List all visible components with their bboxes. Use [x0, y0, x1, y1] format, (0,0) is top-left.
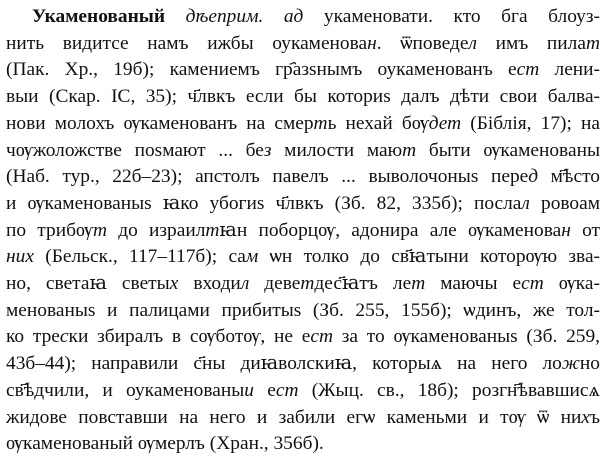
- text-run: ꙗн поборцѹ, адонира але ѹкаменова: [219, 219, 562, 241]
- italic-text: дет: [428, 112, 462, 134]
- italic-text: л: [521, 192, 530, 214]
- text-run: ванъ е: [454, 59, 517, 81]
- italic-text: т: [402, 139, 417, 161]
- text-run: маючы е: [425, 273, 522, 295]
- italic-text: ст: [516, 59, 540, 81]
- text-run: жидове повставши на него и забили егѡ каменьми и тѹ ѿ ни: [6, 406, 582, 428]
- text-run: (Біблія, 17); на: [461, 112, 600, 134]
- italic-text: ж: [561, 353, 580, 375]
- entry-text: [6, 4, 600, 458]
- superscript-letter: ѕ: [383, 86, 391, 108]
- superscript-letter: ѕ: [144, 192, 152, 214]
- entry-line: [6, 298, 600, 325]
- italic-text: т: [300, 273, 315, 295]
- text-run: выи (Скар. ІС, 35); ч҃лвкъ если бы котори: [6, 86, 384, 108]
- text-run: но: [579, 353, 600, 375]
- entry-line: [6, 405, 600, 432]
- italic-text: ст: [521, 273, 544, 295]
- text-run: ѹка-: [543, 273, 600, 295]
- entry-first-line: [6, 4, 600, 31]
- text-run: е: [254, 379, 276, 401]
- italic-text: м: [245, 246, 259, 268]
- text-run: чѹжоложстве по: [6, 139, 155, 161]
- italic-text: н: [561, 219, 571, 241]
- text-run: (Бельск., 117–117б); са: [33, 246, 246, 268]
- entry-line: [6, 244, 600, 271]
- entry-line: [6, 271, 600, 298]
- superscript-letter: ѕ: [510, 326, 518, 348]
- entry-line: [6, 191, 600, 218]
- italic-text: с: [59, 326, 69, 348]
- text-run: по трибѹ: [6, 219, 93, 241]
- italic-text: л: [240, 273, 250, 295]
- text-run: имъ пила: [476, 32, 586, 54]
- text-run: . ѿповеде: [376, 32, 469, 54]
- text-run: и ѹкаменованы: [6, 192, 145, 214]
- text-run: нови молохъ ѹкаменованъ на смер: [6, 112, 314, 134]
- italic-text: т: [313, 112, 328, 134]
- text-run: ровоам: [529, 192, 600, 214]
- superscript-letter: ѕ: [154, 139, 163, 161]
- text-run: [165, 6, 186, 27]
- superscript-letter: ѕ: [87, 299, 96, 321]
- text-run: до израил: [107, 219, 206, 241]
- text-run: (Зб. 259,: [517, 326, 600, 348]
- text-run: далъ дѣти свои балва-: [390, 86, 600, 108]
- entry-line: [6, 378, 600, 405]
- text-run: ъ: [589, 406, 600, 428]
- entry-line: [6, 351, 600, 378]
- superscript-letter: ѕ: [470, 166, 479, 188]
- entry-line: [6, 31, 600, 58]
- superscript-letter: ѕ: [293, 299, 302, 321]
- entry-line: [6, 57, 600, 84]
- entry-line: [6, 431, 600, 458]
- text-run: ко тре: [6, 326, 60, 348]
- headword: Укаменованый: [32, 6, 166, 27]
- text-run: мают ... бе: [162, 139, 264, 161]
- text-run: деве: [249, 273, 301, 295]
- text-run: лени-: [539, 59, 600, 81]
- italic-text: т: [411, 273, 426, 295]
- text-run: ꙗко убоги: [151, 192, 257, 214]
- text-run: ч҃лвкъ (Зб. 82, 335б); посла: [264, 192, 522, 214]
- entry-line: [6, 111, 600, 138]
- text-run: (Наб. тур., 22б–23); апстолъ павелъ ... выволочоны: [6, 166, 471, 188]
- entry-line: [6, 164, 600, 191]
- italic-text: ст: [275, 379, 299, 401]
- superscript-letter: ѕ: [256, 192, 265, 214]
- italic-text: н: [367, 32, 377, 54]
- text-run: (Жыц. св., 18б); розгн҃ѣвавшисѧ: [298, 379, 600, 401]
- italic-text: з: [263, 139, 272, 161]
- entry-line: [6, 218, 600, 245]
- italic-text: д: [528, 166, 539, 188]
- italic-text: л: [468, 32, 477, 54]
- text-run: 43б–44); направили с҃ны диꙗволскиꙗ, которыѧ на него ло: [6, 353, 562, 375]
- italic-text: т: [93, 219, 108, 241]
- italic-text: х: [581, 406, 590, 428]
- text-run: м҃ѣсто: [538, 166, 600, 188]
- italic-text: них: [6, 246, 34, 268]
- text-run: ки збиралъ в сѹботѹ, не е: [68, 326, 311, 348]
- entry-line: [6, 84, 600, 111]
- entry-line: [6, 138, 600, 165]
- text-run: дес҃ꙗтъ ле: [314, 273, 412, 295]
- entry-line: [6, 324, 600, 351]
- text-run: от: [570, 219, 600, 241]
- italic-text: т: [585, 32, 600, 54]
- italic-text: т: [205, 219, 220, 241]
- text-run: пере: [478, 166, 529, 188]
- text-run: но, светаꙗ светы: [6, 273, 170, 295]
- text-run: укаменовати. кто бга блоуз-: [303, 6, 600, 27]
- text-run: быти ѹкаменованы: [416, 139, 600, 161]
- text-run: нить видитсе намъ ижбы оукаменова: [6, 32, 368, 54]
- text-run: милости маю: [271, 139, 403, 161]
- text-run: и палицами прибиты: [95, 299, 294, 321]
- text-run: св҃ѣдчили, и оукаменованы: [6, 379, 245, 401]
- italic-text: х: [169, 273, 179, 295]
- italic-text: и: [244, 379, 254, 401]
- text-run: ѹкаменованый ѹмерлъ (Хран., 356б).: [6, 433, 324, 455]
- text-run: ѡн толко до св҃ꙗтыни которѹю зва-: [258, 246, 600, 268]
- italic-text: ст: [310, 326, 333, 348]
- text-run: ь нехай бѹ: [327, 112, 429, 134]
- italic-text: дѣеприм. ад: [185, 6, 304, 27]
- text-run: за то ѹкаменованы: [332, 326, 511, 348]
- text-run: входи: [178, 273, 241, 295]
- text-run: (Пак. Хр., 19б); камениемъ гр҄азѕнымъ оукамено: [6, 59, 455, 81]
- text-run: (Зб. 255, 155б); ѡдинъ, же тол-: [301, 299, 600, 321]
- text-run: менованы: [6, 299, 88, 321]
